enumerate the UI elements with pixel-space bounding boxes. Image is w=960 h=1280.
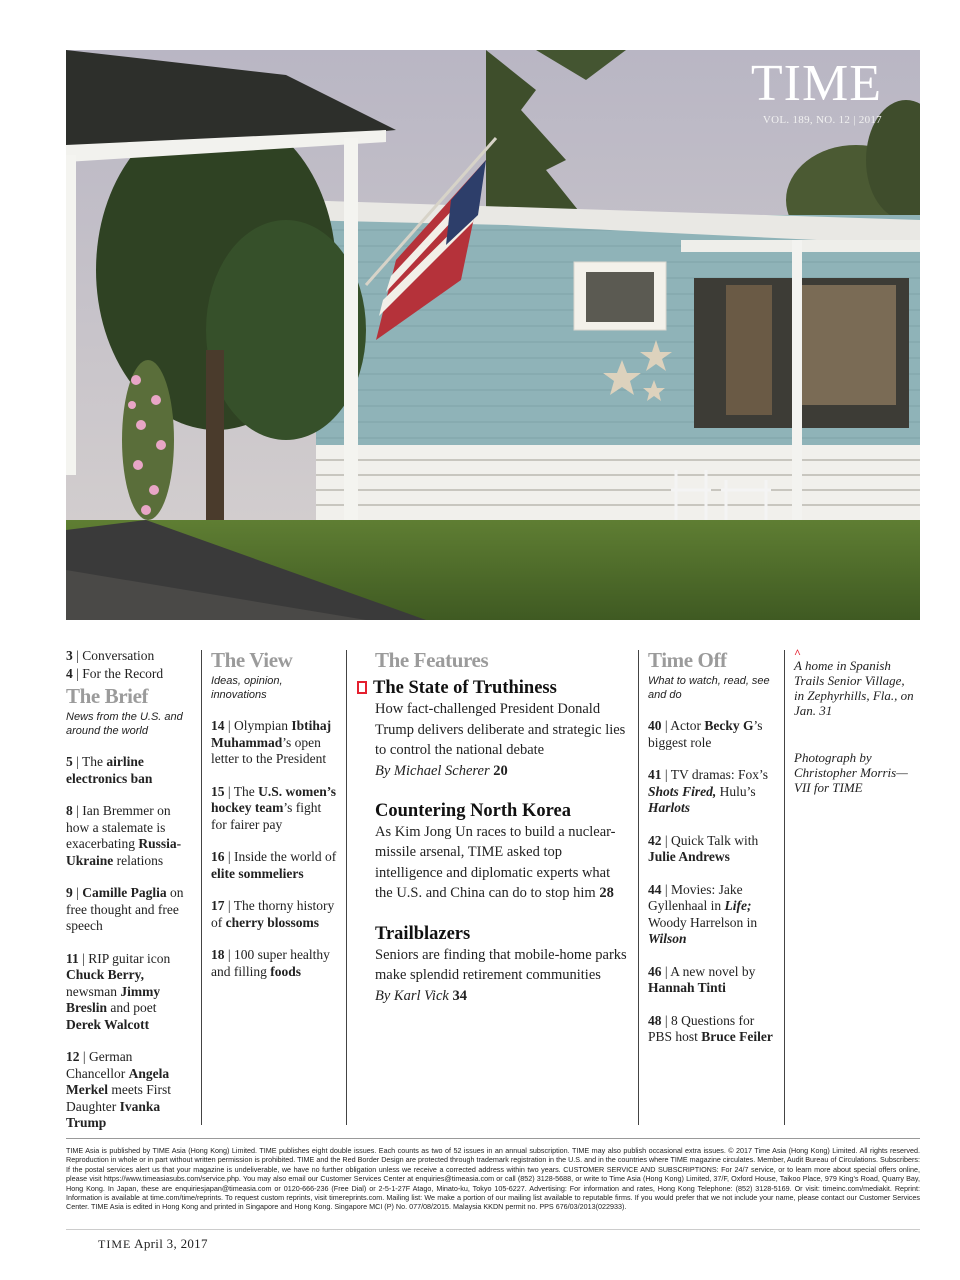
toc-entry[interactable]	[66, 666, 194, 683]
page-number: 44	[648, 881, 662, 897]
page-number: 48	[648, 1012, 662, 1028]
toc-entry[interactable]	[648, 718, 776, 751]
separator: |	[661, 1012, 671, 1028]
entry-text: TV dramas: Fox’s	[670, 767, 768, 782]
entry-text: The	[233, 783, 259, 799]
masthead	[750, 55, 882, 126]
toc-entry[interactable]	[66, 951, 194, 1034]
feature-page-number: 28	[595, 885, 614, 901]
separator: |	[224, 718, 234, 733]
entry-text: The thorny history of	[211, 898, 335, 930]
toc-entry[interactable]	[211, 947, 339, 980]
entry-text: relations	[113, 852, 164, 868]
separator: |	[661, 718, 671, 733]
entry-text: Hannah Tinti	[648, 980, 726, 995]
entry-text: on free thought and free speech	[66, 885, 184, 933]
volume-number: VOL. 189, NO. 12 | 2017	[762, 114, 882, 126]
entry-text: Becky G	[704, 718, 754, 733]
column-divider	[784, 650, 785, 1125]
column-the-features	[357, 648, 629, 1026]
page-number: 14	[211, 718, 225, 733]
separator: |	[661, 767, 671, 782]
feature-summary: Seniors are finding that mobile-home parks make splendid retirement communities	[375, 946, 627, 983]
page-number: 40	[648, 718, 662, 733]
toc-entry[interactable]	[66, 754, 194, 787]
entry-text: ’s biggest role	[648, 718, 763, 750]
feature-title-text: Trailblazers	[375, 923, 471, 944]
toc-entry[interactable]	[648, 1013, 776, 1046]
entry-text: Olympian	[233, 718, 292, 733]
photo-caption	[794, 648, 914, 795]
top-items	[66, 648, 194, 682]
separator: |	[78, 950, 89, 966]
separator: |	[224, 898, 234, 913]
page-number: 41	[648, 767, 662, 782]
mobile-home-photo-illustration	[66, 50, 920, 620]
entry-text: Camille Paglia	[82, 885, 167, 900]
section-dek-time-off: What to watch, read, see and do	[648, 675, 770, 701]
separator: |	[661, 963, 671, 979]
toc-list	[648, 718, 776, 1046]
column-divider	[346, 650, 347, 1125]
page-number: 12	[66, 1049, 80, 1064]
entry-text: RIP guitar icon	[88, 950, 171, 966]
entry-text: airline electronics ban	[66, 754, 153, 786]
entry-text: | Conversation	[72, 648, 155, 663]
entry-text: and poet	[107, 1000, 157, 1015]
page-number: 8	[66, 803, 73, 818]
entry-text: | For the Record	[72, 665, 164, 681]
separator: |	[224, 849, 234, 864]
toc-entry[interactable]	[66, 803, 194, 869]
entry-text: meets First Daughter	[66, 1082, 171, 1114]
feature-story[interactable]	[357, 678, 629, 781]
separator: |	[224, 783, 234, 799]
section-title-the-brief: The Brief	[66, 684, 149, 708]
folio-logo: TIME	[98, 1237, 132, 1251]
entry-text: 8 Questions for PBS host	[648, 1012, 755, 1044]
entry-text: Shots Fired,	[648, 783, 717, 799]
red-border-icon	[357, 681, 367, 694]
toc-entry[interactable]	[211, 784, 339, 834]
entry-text: Bruce Feiler	[701, 1029, 773, 1044]
feature-title	[375, 801, 629, 822]
separator: |	[72, 803, 83, 818]
entry-text: cherry blossoms	[225, 914, 319, 930]
entry-text: Julie Andrews	[648, 849, 730, 864]
page-number: 42	[648, 832, 662, 848]
toc-entry[interactable]	[66, 885, 194, 935]
separator: |	[79, 1049, 89, 1064]
entry-text: Derek Walcott	[66, 1016, 150, 1032]
entry-text: A new novel by	[670, 963, 756, 979]
toc-entry[interactable]	[211, 849, 339, 882]
feature-byline: By Michael Scherer 20	[375, 762, 508, 779]
toc-list	[211, 718, 339, 980]
feature-title-text: The State of Truthiness	[373, 678, 557, 698]
entry-text: elite sommeliers	[211, 865, 304, 881]
entry-text: ’s open letter to the President	[211, 734, 327, 766]
entry-text: Chuck Berry,	[66, 967, 145, 982]
section-dek-the-brief: News from the U.S. and around the world	[66, 711, 183, 737]
toc-entry[interactable]	[648, 964, 776, 997]
page-number: 4	[66, 665, 73, 681]
page-number: 16	[211, 849, 225, 864]
page-number: 9	[66, 885, 73, 900]
entry-text: 100 super healthy and filling	[211, 947, 330, 979]
feature-summary: As Kim Jong Un races to build a nuclear-missile arsenal, TIME asked top intelligence and diplomatic experts what the U.S. and China can do to stop him 28	[375, 823, 616, 901]
entry-text: Quick Talk with	[670, 832, 759, 848]
separator: |	[661, 881, 671, 897]
entry-text: Angela Merkel	[66, 1065, 170, 1097]
fine-print: TIME Asia is published by TIME Asia (Hong Kong) Limited. TIME publishes eight double issues. Each counts as two of 52 issues in an annual subscription. TIME may also publish occasional extra issues. © 2017 Time Asia (Hong Kong) Limited. All rights reserved. Reproduction in whole or in part without written permission is prohibited. TIME and the Red Border Design are protected through trademark registration in the U.S. and in the countries where TIME magazine circulates. Member, Audit Bureau of Circulations. Subscribers: If the postal services alert us that your magazine is undeliverable, we have no further obligation unless we receive a corrected address within two years. CUSTOMER SERVICE AND SUBSCRIPTIONS: For 24/7 service, or to learn more about special offers online, please visit https://www.timeasiasubs.com/service.php. You may also email our Customer Services Center at enquiries@timeasia.com or call (852) 3128-5688, or write to Time Asia (Hong Kong) Limited, 37/F, Oxford House, Taikoo Place, 979 King’s Road, Quarry Bay, Hong Kong. In Japan, these are enquiriesjapan@timeasia.com or 0120-666-236 (Free Dial) or 2-5-1-27F Atago, Minato-ku, Tokyo 105-6227. Advertising: For information and rates, Hong Kong Telephone: (852) 3128-5169. Or visit: timeinc.com/mediakit. Reprint: Information is available at time.com/time/reprints. To request custom reprints, visit timereprints.com. Mailing list: We make a portion of our mailing list available to reputable firms. If you would prefer that we not include your name, please contact our Customer Services Center. TIME Asia is edited in Hong Kong and printed in Singapore and Hong Kong. Singapore MCI (P) No. 077/08/2015. Malaysia KKDN permit no. PPS 676/03/2013(022933).	[66, 1146, 920, 1212]
caption-text: A home in Spanish Trails Senior Village, in Zephyrhills, Fla., on Jan. 31	[794, 658, 914, 718]
page-number: 46	[648, 963, 662, 979]
feature-story[interactable]	[375, 924, 629, 1006]
entry-text: Hulu’s	[716, 783, 756, 799]
page-number: 17	[211, 898, 225, 913]
toc-entry[interactable]	[648, 882, 776, 948]
entry-text: Life;	[724, 898, 752, 913]
entry-text: Wilson	[648, 931, 687, 946]
section-dek-the-view: Ideas, opinion, innovations	[211, 675, 283, 701]
separator: |	[72, 885, 83, 900]
entry-text: foods	[270, 963, 302, 979]
toc-entry[interactable]	[211, 718, 339, 768]
feature-title	[357, 678, 629, 699]
section-title-the-view: The View	[211, 648, 293, 672]
separator: |	[72, 754, 82, 769]
entry-text: The	[81, 754, 107, 769]
entry-text: Jimmy Breslin	[66, 983, 161, 1015]
entry-text: Harlots	[648, 800, 691, 815]
column-time-off	[648, 648, 776, 1062]
feature-title-text: Countering North Korea	[375, 800, 571, 821]
time-logo: TIME	[750, 55, 882, 112]
column-the-view	[211, 648, 339, 996]
entry-text: Ibtihaj Muhammad	[211, 718, 332, 750]
separator: |	[224, 947, 234, 962]
footer-rule	[66, 1138, 920, 1139]
feature-summary: How fact-challenged President Donald Trump delivers deliberate and strategic lies to control the national debate	[375, 701, 626, 758]
entry-text: German Chancellor	[66, 1049, 133, 1081]
cover-photo	[66, 50, 920, 620]
entry-text: Actor	[670, 718, 705, 733]
entry-text: U.S. women’s hockey team	[211, 783, 336, 815]
toc-entry[interactable]	[648, 767, 776, 817]
toc-entry[interactable]	[648, 833, 776, 866]
entry-text: Ivanka Trump	[66, 1098, 161, 1130]
section-title-the-features: The Features	[375, 648, 489, 672]
feature-byline: By Karl Vick 34	[375, 987, 467, 1004]
entry-text: Movies: Jake Gyllenhaal in	[648, 881, 743, 913]
separator: |	[661, 832, 671, 848]
toc-entry[interactable]	[66, 1049, 194, 1132]
feature-story[interactable]	[375, 801, 629, 904]
feature-title	[375, 924, 629, 945]
entry-text: Ian Bremmer on how a stalemate is exacerbating	[66, 803, 171, 851]
folio	[98, 1236, 208, 1252]
folio-date: April 3, 2017	[134, 1236, 208, 1251]
page-number: 15	[211, 783, 225, 799]
entry-text: Russia-Ukraine	[66, 836, 182, 868]
column-divider	[638, 650, 639, 1125]
entry-text: Woody Harrelson in	[648, 914, 758, 930]
section-title-time-off: Time Off	[648, 648, 727, 672]
feature-page-number: 20	[493, 762, 508, 779]
toc-entry[interactable]	[211, 898, 339, 931]
footer-rule	[66, 1229, 920, 1230]
feature-page-number: 34	[452, 987, 467, 1004]
entry-text: Inside the world of	[233, 849, 337, 864]
page-number: 5	[66, 754, 73, 769]
caption-marker: ^	[794, 646, 801, 660]
page-number: 11	[66, 950, 79, 966]
page-number: 3	[66, 648, 73, 663]
toc-entry[interactable]	[66, 648, 194, 665]
entry-text: newsman	[66, 983, 121, 999]
page-number: 18	[211, 947, 225, 962]
column-the-brief	[66, 648, 194, 1148]
toc-list	[66, 754, 194, 1132]
feature-list	[357, 678, 629, 1006]
photo-credit: Photograph by Christopher Morris—VII for TIME	[794, 750, 908, 795]
column-divider	[201, 650, 202, 1125]
entry-text: ’s fight for fairer pay	[211, 800, 322, 832]
